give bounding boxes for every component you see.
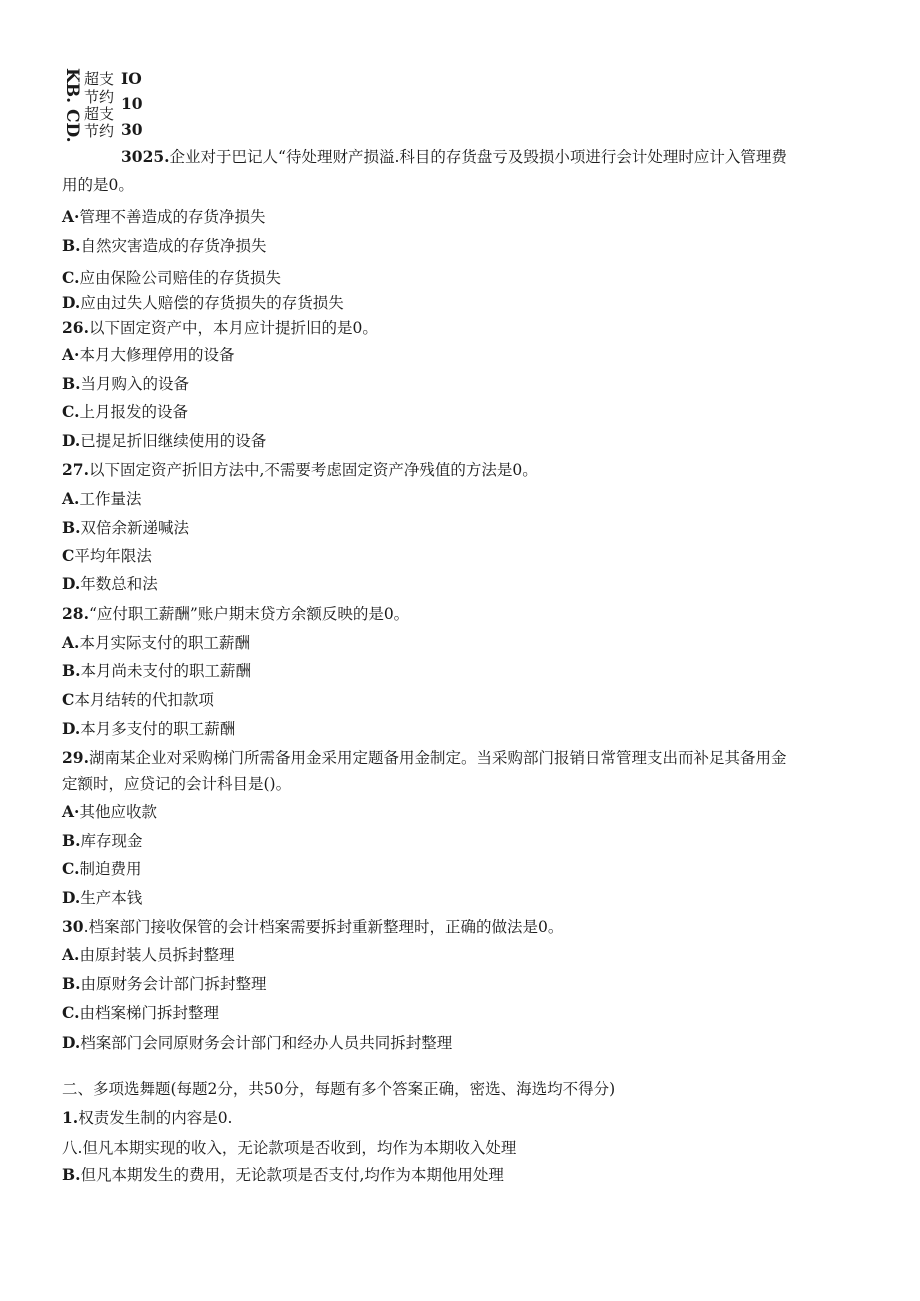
item-label: D. [62,293,81,312]
text-line [62,175,134,195]
item-text: 档案部门会同原财务会计部门和经办人员共同拆封整理 [80,1034,453,1052]
text-line [62,236,267,256]
item-text: 上月报发的设备 [79,403,188,421]
text-line [62,1079,615,1099]
item-text: 本月多支付的职工薪酬 [80,720,236,738]
item-text: 双倍余新递喊法 [80,519,190,537]
text-line [62,974,267,994]
text-line [62,1165,504,1185]
text-line [62,460,538,480]
item-label: 27. [62,460,89,479]
text-line [62,574,158,594]
item-text: 当月购入的设备 [80,375,190,393]
option-fragment: 节约 [84,88,115,106]
item-label: A· [62,345,80,364]
item-text: 由原财务会计部门拆封整理 [80,975,267,993]
text-line [62,859,141,879]
item-text: 由档案梯门拆封整理 [79,1004,219,1022]
item-label: B. [62,831,81,850]
item-label: B. [62,974,81,993]
rotated-text: KB. CD. [62,68,82,143]
item-text: “应付职工薪酬”账户期末贷方余额反映的是0。 [88,605,410,623]
text-line [62,945,234,965]
item-text: 用的是0。 [62,176,134,194]
item-label: D. [62,574,81,593]
item-label: A. [62,633,80,652]
item-text: 应由过失人赔偿的存货损失的存货损失 [80,294,344,312]
item-text: 湖南某企业对采购梯门所需备用金采用定题备用金制定。当采购部门报销日常管理支出而补足其备用金 [88,749,787,767]
text-line [62,268,281,288]
option-number: 10 [121,94,143,113]
item-text: .档案部门接收保管的会计档案需要拆封重新整理时，正确的做法是0。 [83,918,564,936]
text-line [62,374,189,394]
item-text: 其他应收款 [79,803,157,821]
text-line [62,831,143,851]
item-text: 八.但凡本期实现的收入，无论款项是否收到，均作为本期收入处理 [62,1139,517,1157]
text-line [62,774,291,794]
item-text: 本月大修理停用的设备 [79,346,235,364]
item-label: D. [62,1033,81,1052]
item-label: C. [62,859,80,878]
text-line [62,917,563,937]
item-text: 平均年限法 [74,547,152,565]
item-text: 以下固定资产中，本月应计提折旧的是0。 [88,319,378,337]
item-label: C [62,546,75,565]
text-line [62,690,214,710]
item-label: B. [62,518,81,537]
item-label: 29. [62,748,89,767]
text-line [62,633,250,653]
item-text: 但凡本期发生的费用，无论款项是否支付,均作为本期他用处理 [80,1166,504,1184]
item-text: 自然灾害造成的存货净损失 [80,237,267,255]
text-line [121,147,787,167]
item-label: A· [62,207,80,226]
item-label: C. [62,402,80,421]
item-label: 28. [62,604,89,623]
text-line [62,402,188,422]
text-line [62,431,266,451]
item-label: D. [62,888,81,907]
item-label: B. [62,1165,81,1184]
option-fragment: 节约 [84,122,115,140]
text-line [62,318,378,338]
item-text: 管理不善造成的存货净损失 [79,208,266,226]
rotated-option-labels [60,66,82,143]
text-line [62,293,344,313]
item-text: 库存现金 [80,832,143,850]
item-label: A· [62,802,80,821]
text-line [62,207,265,227]
text-line [62,345,234,365]
item-label: D. [62,719,81,738]
item-label: B. [62,236,81,255]
item-label: 26. [62,318,89,337]
item-text: 年数总和法 [80,575,158,593]
option-fragment: 超支 [84,105,115,123]
item-label: C [62,690,75,709]
item-label: 1. [62,1108,79,1127]
option-fragment: 超支 [84,70,115,88]
item-text: 企业对于巴记人“待处理财产损溢.科目的存货盘亏及毁损小项进行会计处理时应计入管理费 [169,148,787,166]
item-label: C. [62,268,80,287]
text-line [62,719,235,739]
text-line [62,888,142,908]
item-text: 二、多项选舞题(每题2分，共50分，每题有多个答案正确，密选、海选均不得分) [62,1080,616,1098]
text-line [62,1138,516,1158]
item-text: 制迫费用 [79,860,142,878]
text-line [62,802,157,822]
item-text: 本月尚未支付的职工薪酬 [80,662,252,680]
text-line [62,518,189,538]
text-line [62,604,409,624]
item-label: 30 [62,917,84,936]
item-text: 以下固定资产折旧方法中,不需要考虑固定资产净残值的方法是0。 [88,461,538,479]
item-label: B. [62,661,81,680]
item-text: 生产本钱 [80,889,143,907]
text-line [62,1033,452,1053]
text-line [62,489,141,509]
item-label: A. [62,489,80,508]
text-line [62,546,152,566]
option-number: 30 [121,120,143,139]
item-text: 定额时，应贷记的会计科目是()。 [62,775,292,793]
text-line [62,1108,232,1128]
item-label: A. [62,945,80,964]
item-label: 3025. [121,147,170,166]
item-text: 已提足折旧继续使用的设备 [80,432,267,450]
item-label: C. [62,1003,80,1022]
text-line [62,1003,219,1023]
item-text: 工作量法 [79,490,142,508]
text-line [62,748,786,768]
item-label: D. [62,431,81,450]
item-text: 本月实际支付的职工薪酬 [79,634,250,652]
item-text: 应由保险公司赔佳的存货损失 [79,269,281,287]
item-text: 由原封装人员拆封整理 [79,946,235,964]
option-number: IO [121,69,142,88]
text-line [62,661,251,681]
item-text: 权责发生制的内容是0. [78,1109,233,1127]
item-label: B. [62,374,81,393]
item-text: 本月结转的代扣款项 [74,691,214,709]
